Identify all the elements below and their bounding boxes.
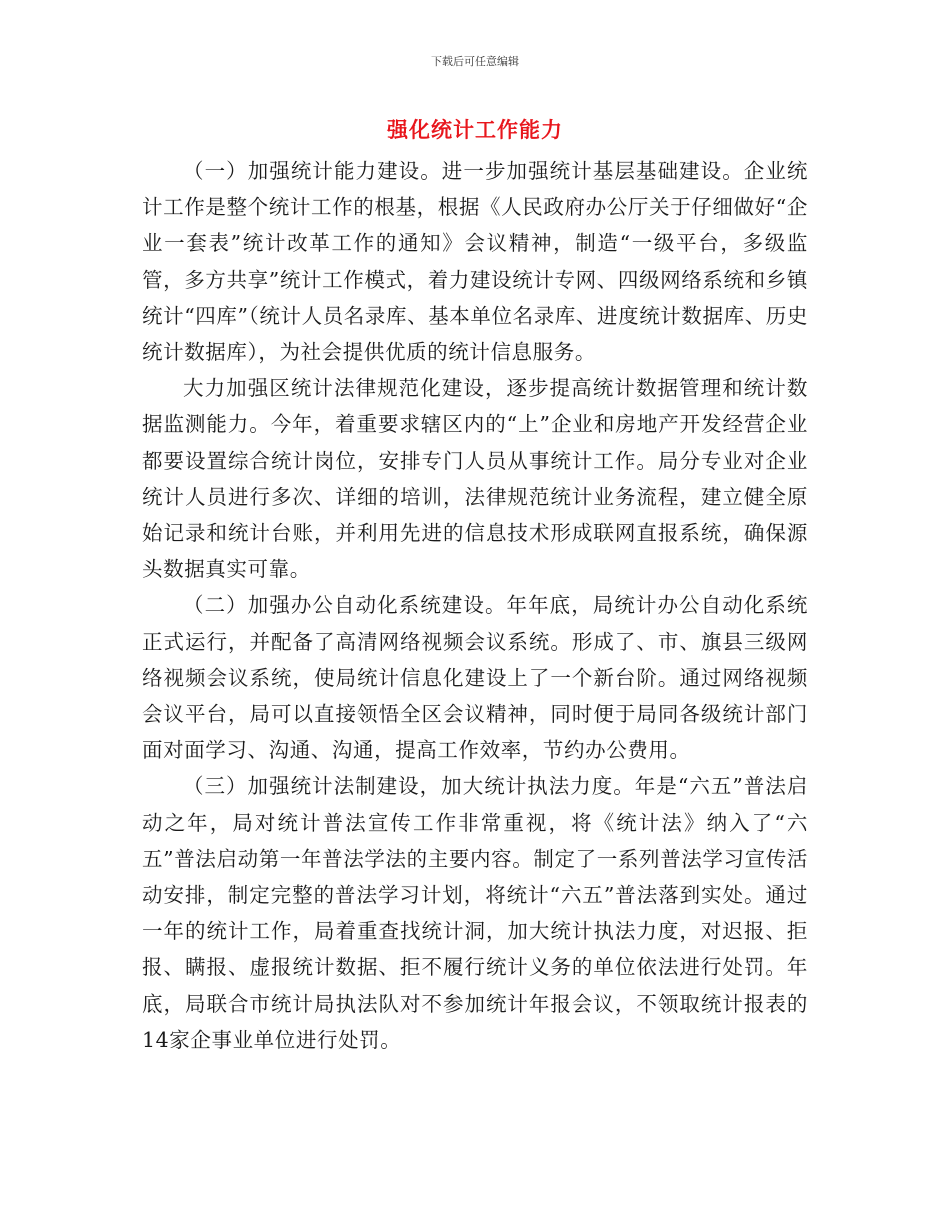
header-note: 下载后可任意编辑	[431, 55, 519, 68]
paragraph-2: 大力加强区统计法律规范化建设，逐步提高统计数据管理和统计数据监测能力。今年，着重要求辖区内的“上”企业和房地产开发经营企业都要设置综合统计岗位，安排专门人员从事统计工作。局分专业对企业统计人员进行多次、详细的培训，法律规范统计业务流程，建立健全原始记录和统计台账，并利用先进的信息技术形成联网直报系统，确保源头数据真实可靠。	[142, 376, 808, 582]
document-title: 强化统计工作能力	[387, 117, 563, 142]
paragraph-4: （三）加强统计法制建设，加大统计执法力度。年是“六五”普法启动之年，局对统计普法宣传工作非常重视，将《统计法》纳入了“六五”普法启动第一年普法学法的主要内容。制定了一系列普法学习宣传活动安排，制定完整的普法学习计划，将统计“六五”普法落到实处。通过一年的统计工作，局着重查找统计洞，加大统计执法力度，对迟报、拒报、瞒报、虚报统计数据、拒不履行统计义务的单位依法进行处罚。年底，局联合市统计局执法队对不参加统计年报会议，不领取统计报表的14家企事业单位进行处罚。	[142, 774, 808, 1052]
paragraph-3: （二）加强办公自动化系统建设。年年底，局统计办公自动化系统正式运行，并配备了高清网络视频会议系统。形成了、市、旗县三级网络视频会议系统，使局统计信息化建设上了一个新台阶。通过网络视频会议平台，局可以直接领悟全区会议精神，同时便于局同各级统计部门面对面学习、沟通、沟通，提高工作效率，节约办公费用。	[142, 593, 808, 763]
document-body	[142, 153, 808, 1058]
paragraph-1: （一）加强统计能力建设。进一步加强统计基层基础建设。企业统计工作是整个统计工作的根基，根据《人民政府办公厅关于仔细做好“企业一套表”统计改革工作的通知》会议精神，制造“一级平台，多级监管，多方共享”统计工作模式，着力建设统计专网、四级网络系统和乡镇统计“四库”（统计人员名录库、基本单位名录库、进度统计数据库、历史统计数据库），为社会提供优质的统计信息服务。	[142, 159, 809, 365]
